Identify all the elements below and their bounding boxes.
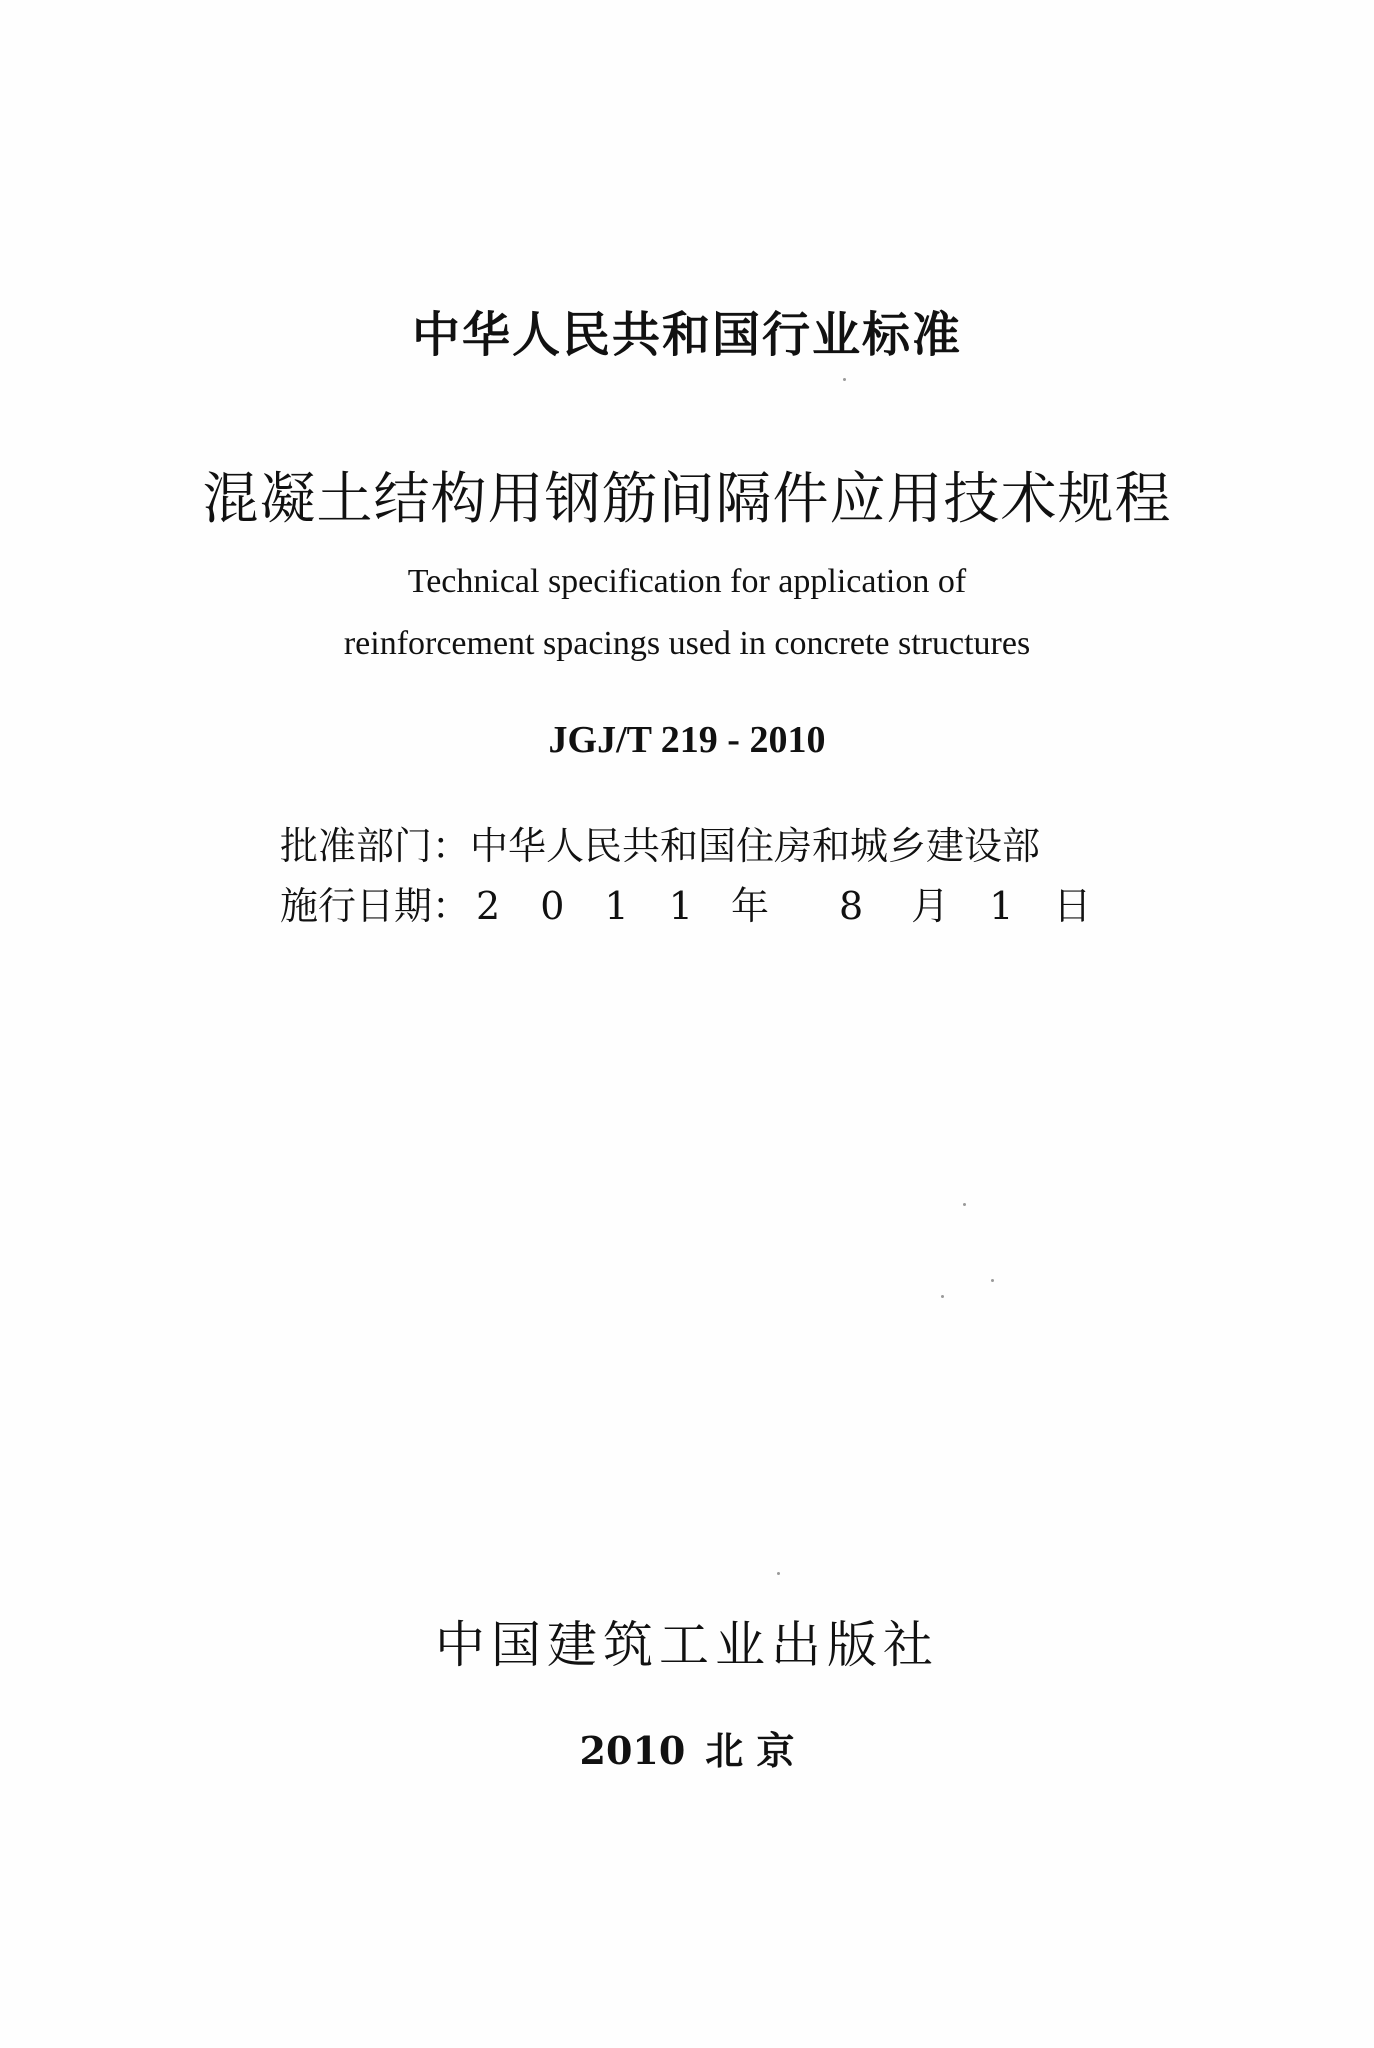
- scan-speck: [941, 1295, 944, 1298]
- publication-year: 2010: [579, 1728, 686, 1773]
- date-label: 施行日期：: [280, 884, 471, 928]
- standard-code: JGJ/T 219 - 2010: [548, 719, 826, 761]
- scan-speck: [991, 1279, 994, 1282]
- date-month-unit: 月: [911, 884, 950, 928]
- title-english-line-1: Technical specification for application of: [407, 563, 967, 600]
- publisher: 中国建筑工业出版社: [435, 1616, 939, 1674]
- scan-speck: [843, 378, 846, 381]
- scan-speck: [777, 1572, 780, 1575]
- publication-place-year: [0, 1720, 1374, 1775]
- date-month: 8: [838, 884, 864, 928]
- date-year-unit: 年: [730, 884, 769, 928]
- approval-label: 批准部门：: [280, 824, 471, 868]
- standard-category: 中华人民共和国行业标准: [411, 307, 962, 363]
- approval-department: [280, 815, 1040, 870]
- publication-city: 北 京: [705, 1728, 795, 1773]
- date-year: 2 0 1 1: [476, 884, 707, 928]
- title-chinese: 混凝土结构用钢筋间隔件应用技术规程: [202, 467, 1172, 532]
- date-day-unit: 日: [1053, 884, 1092, 928]
- scan-speck: [963, 1203, 966, 1206]
- approval-value: 中华人民共和国住房和城乡建设部: [470, 824, 1041, 868]
- effective-date: [280, 875, 1091, 930]
- title-english-line-2: reinforcement spacings used in concrete structures: [343, 625, 1031, 662]
- date-day: 1: [989, 884, 1014, 928]
